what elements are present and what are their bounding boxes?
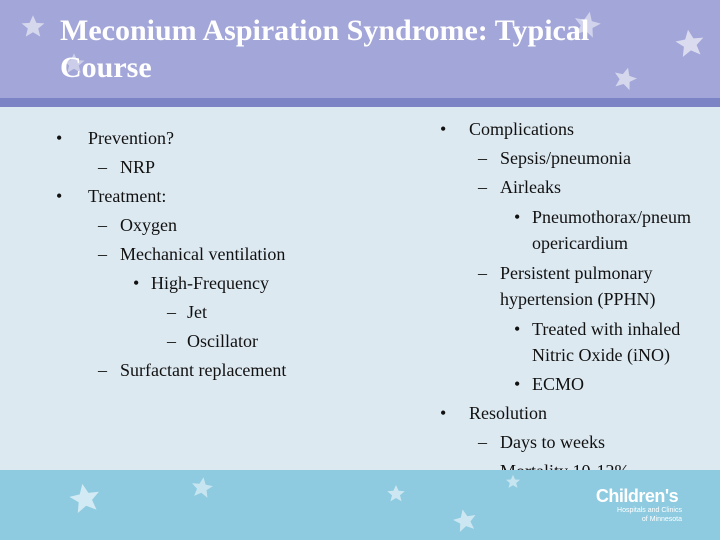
bullet-marker: •: [440, 403, 447, 423]
item-text: Sepsis/pneumonia: [500, 148, 631, 168]
dash-marker: –: [478, 148, 487, 168]
list-item: [0, 314, 712, 370]
slide-title: Meconium Aspiration Syndrome: Typical Course: [60, 14, 590, 84]
item-text: Treated with inhaled Nitric Oxide (iNO): [532, 319, 681, 365]
item-text: Treatment:: [88, 186, 167, 206]
header-divider: [0, 98, 720, 107]
logo-subtitle-line2: of Minnesota: [641, 516, 682, 523]
dash-marker: –: [98, 215, 107, 235]
list-item: [0, 202, 712, 258]
item-text: ECMO: [532, 374, 585, 394]
bullet-marker: •: [514, 374, 521, 394]
bullet-marker: •: [56, 186, 63, 206]
item-text: NRP: [120, 157, 156, 177]
list-item: [0, 144, 720, 173]
hospital-logo: [592, 486, 682, 524]
item-text: Mechanical ventilation: [120, 244, 286, 264]
list-item: [0, 428, 720, 457]
dash-marker: –: [98, 360, 107, 380]
dash-marker: –: [478, 177, 487, 197]
star-icon: [20, 14, 46, 40]
dash-marker: –: [478, 263, 487, 283]
item-text: Oscillator: [187, 331, 258, 351]
logo-name: Children's: [595, 486, 679, 506]
list-item: [0, 173, 720, 202]
dash-marker: –: [167, 331, 176, 351]
bullet-marker: •: [56, 128, 63, 148]
list-item: [0, 115, 720, 144]
list-item: [0, 258, 685, 314]
star-icon: [505, 474, 521, 490]
item-text: High-Frequency: [151, 273, 269, 293]
list-item: [0, 370, 720, 399]
bullet-marker: •: [133, 273, 140, 293]
slide-header: [0, 0, 720, 100]
logo-subtitle-line1: Hospitals and Clinics: [617, 507, 682, 514]
star-icon: [68, 482, 102, 516]
item-text: Airleaks: [500, 177, 561, 197]
item-text: Pneumothorax/pneum opericardium: [532, 207, 691, 253]
item-text: Complications: [469, 119, 574, 139]
item-text: Resolution: [469, 403, 548, 423]
star-icon: [386, 484, 406, 504]
item-text: Persistent pulmonary hypertension (PPHN): [500, 263, 656, 309]
dash-marker: –: [98, 244, 107, 264]
dash-marker: –: [98, 157, 107, 177]
bullet-marker: •: [440, 119, 447, 139]
item-text: Jet: [187, 302, 207, 322]
item-text: Prevention?: [88, 128, 174, 148]
star-icon: [190, 476, 214, 500]
star-icon: [452, 508, 478, 534]
item-text: Surfactant replacement: [120, 360, 287, 380]
bullet-marker: •: [514, 207, 521, 227]
right-bullet-list: [0, 115, 720, 486]
list-item: [0, 399, 720, 428]
dash-marker: –: [167, 302, 176, 322]
item-text: Oxygen: [120, 215, 177, 235]
item-text: Days to weeks: [500, 432, 605, 452]
dash-marker: –: [478, 432, 487, 452]
bullet-marker: •: [514, 319, 521, 339]
